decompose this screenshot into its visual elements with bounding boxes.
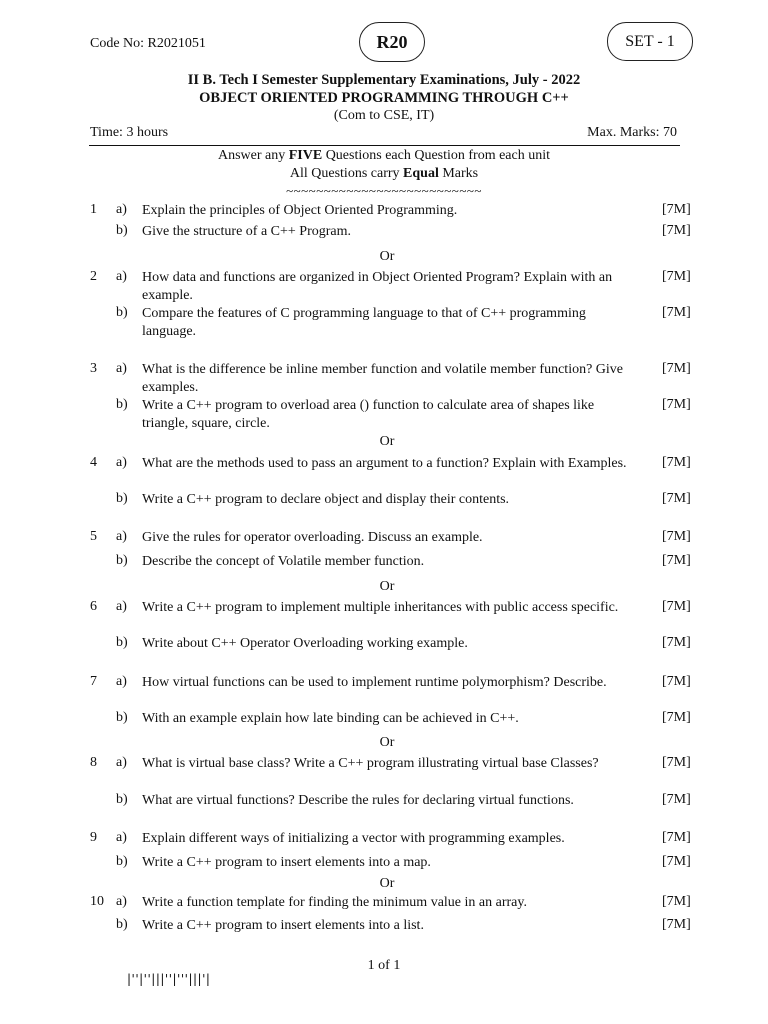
question-number: 5 [90,529,97,544]
question-text: What are the methods used to pass an argument to a function? Explain with Examples. [142,456,627,471]
marks-label: [7M] [662,710,691,725]
marks-label: [7M] [662,529,691,544]
regulation-badge: R20 [359,22,425,62]
instruction-1-pre: Answer any [217,148,289,163]
question-text: With an example explain how late binding can be achieved in C++. [142,711,519,726]
part-label-b: b) [116,917,128,932]
question-text: Write about C++ Operator Overloading working example. [142,636,468,651]
question-text: Write a C++ program to insert elements into a map. [142,855,431,870]
question-number: 8 [90,755,97,770]
part-label-b: b) [116,635,128,650]
question-number: 4 [90,455,97,470]
instruction-2-pre: All Questions carry [289,166,404,181]
or-separator: Or [379,249,395,264]
page-number: 1 of 1 [367,958,401,973]
part-label-b: b) [116,491,128,506]
or-separator: Or [379,876,395,891]
or-separator: Or [379,579,395,594]
part-label-a: a) [116,674,127,689]
question-number: 2 [90,269,97,284]
or-separator: Or [379,434,395,449]
question-text: Explain the principles of Object Oriented Programming. [142,203,458,218]
marks-label: [7M] [662,894,691,909]
instruction-line-1 [0,148,768,164]
part-label-b: b) [116,710,128,725]
marks-label: [7M] [662,792,691,807]
marks-label: [7M] [662,305,691,320]
barcode-text: |''|''|||''|'''|||'| [127,972,211,986]
question-text: Write a C++ program to overload area () function to calculate area of shapes like triangle, square, circle. [142,398,595,431]
part-label-b: b) [116,553,128,568]
instruction-2-bold: Equal [403,166,439,181]
code-number: Code No: R2021051 [90,36,206,51]
part-label-a: a) [116,269,127,284]
set-badge: SET - 1 [607,22,693,61]
question-number: 1 [90,202,97,217]
instruction-1-bold: FIVE [288,148,323,163]
marks-label: [7M] [662,269,691,284]
exam-title: II B. Tech I Semester Supplementary Examinations, July - 2022 [187,72,581,88]
question-text: Give the structure of a C++ Program. [142,224,352,239]
part-label-b: b) [116,305,128,320]
or-separator: Or [379,735,395,750]
question-number: 9 [90,830,97,845]
branches: (Com to CSE, IT) [333,108,435,123]
marks-label: [7M] [662,635,691,650]
question-text: Write a C++ program to implement multiple inheritances with public access specific. [142,600,619,615]
instruction-2-post: Marks [438,166,479,181]
question-text: Compare the features of C programming language to that of C++ programming language. [142,306,586,339]
marks-label: [7M] [662,599,691,614]
marks-label: [7M] [662,455,691,470]
question-text: Describe the concept of Volatile member function. [142,554,425,569]
question-text: What is virtual base class? Write a C++ program illustrating virtual base Classes? [142,756,599,771]
part-label-a: a) [116,599,127,614]
marks-label: [7M] [662,830,691,845]
part-label-a: a) [116,755,127,770]
instruction-1-post: Questions each Question from each unit [322,148,551,163]
subject-title: OBJECT ORIENTED PROGRAMMING THROUGH C++ [199,90,569,106]
max-marks: Max. Marks: 70 [587,125,677,140]
question-text: Write a C++ program to declare object and display their contents. [142,492,510,507]
marks-label: [7M] [662,917,691,932]
question-text: Give the rules for operator overloading. Discuss an example. [142,530,483,545]
marks-label: [7M] [662,202,691,217]
marks-label: [7M] [662,674,691,689]
instruction-line-2 [0,166,768,182]
header-divider [89,145,680,146]
part-label-a: a) [116,529,127,544]
question-number: 3 [90,361,97,376]
question-number: 7 [90,674,97,689]
question-text: What is the difference be inline member function and volatile member function? Give examples. [142,362,624,395]
part-label-a: a) [116,361,127,376]
part-label-b: b) [116,397,128,412]
question-text: How data and functions are organized in Object Oriented Program? Explain with an example. [142,270,613,303]
exam-time: Time: 3 hours [90,125,169,140]
marks-label: [7M] [662,854,691,869]
question-number: 10 [90,894,104,909]
marks-label: [7M] [662,491,691,506]
question-text: Write a C++ program to insert elements into a list. [142,918,424,933]
marks-label: [7M] [662,223,691,238]
separator-tildes: ~~~~~~~~~~~~~~~~~~~~~~~~~~ [286,183,482,198]
marks-label: [7M] [662,755,691,770]
question-text: Write a function template for finding the minimum value in an array. [142,895,527,910]
marks-label: [7M] [662,361,691,376]
question-text: What are virtual functions? Describe the rules for declaring virtual functions. [142,793,574,808]
question-text: Explain different ways of initializing a vector with programming examples. [142,831,565,846]
part-label-a: a) [116,455,127,470]
question-text: How virtual functions can be used to implement runtime polymorphism? Describe. [142,675,607,690]
marks-label: [7M] [662,397,691,412]
part-label-a: a) [116,894,127,909]
part-label-a: a) [116,830,127,845]
part-label-b: b) [116,854,128,869]
marks-label: [7M] [662,553,691,568]
part-label-b: b) [116,792,128,807]
part-label-b: b) [116,223,128,238]
part-label-a: a) [116,202,127,217]
question-number: 6 [90,599,97,614]
